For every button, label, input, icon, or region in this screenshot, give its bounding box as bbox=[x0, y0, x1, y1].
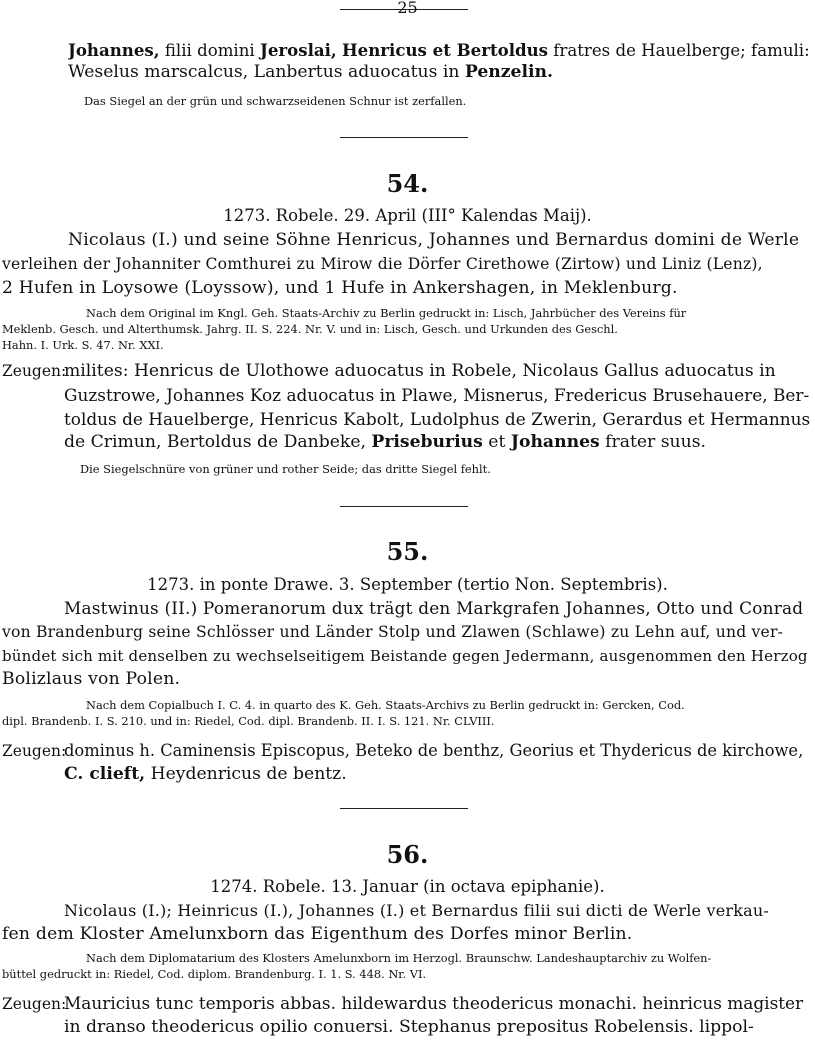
charter-heading: 1273. in ponte Drawe. 3. September (tertio Non. Septembris). bbox=[147, 575, 668, 594]
charter-heading: 1274. Robele. 13. Januar (in octava epiphanie). bbox=[210, 877, 605, 896]
witness-line: Guzstrowe, Johannes Koz aduocatus in Plawe, Misnerus, Fredericus Brusehauere, Ber- bbox=[64, 385, 810, 405]
source-note: Meklenb. Gesch. und Alterthumsk. Jahrg. II. S. 224. Nr. V. und in: Lisch, Gesch. und Urkunden des Geschl. bbox=[2, 322, 618, 336]
witness-line: toldus de Hauelberge, Henricus Kabolt, Ludolphus de Zwerin, Gerardus et Hermannus bbox=[64, 409, 811, 429]
section-rule bbox=[340, 506, 468, 507]
witness-line: Zeugen:Mauricius tunc temporis abbas. hildewardus theodericus monachi. heinricus magister bbox=[2, 993, 804, 1013]
witness-line: in dranso theodericus opilio conuersi. Stephanus prepositus Robelensis. lippol- bbox=[64, 1017, 754, 1037]
witness-line: de Crimun, Bertoldus de Danbeke, Priseburius et Johannes frater suus. bbox=[64, 432, 706, 452]
continuation-line: Johannes, filii domini Jeroslai, Henricus et Bertoldus fratres de Hauelberge; famuli: bbox=[68, 40, 810, 60]
source-note: Hahn. I. Urk. S. 47. Nr. XXI. bbox=[2, 338, 164, 352]
seal-note: Das Siegel an der grün und schwarzseidenen Schnur ist zerfallen. bbox=[84, 94, 467, 108]
page-number: 25 bbox=[397, 0, 418, 17]
witness-line: Zeugen:milites: Henricus de Ulothowe aduocatus in Robele, Nicolaus Gallus aduocatus in bbox=[2, 361, 776, 381]
charter-number: 55. bbox=[386, 537, 429, 566]
witness-label: Zeugen: bbox=[2, 995, 67, 1013]
charter-number: 56. bbox=[386, 840, 429, 869]
witness-line: C. clieft, Heydenricus de bentz. bbox=[64, 764, 347, 784]
seal-note: Die Siegelschnüre von grüner und rother Seide; das dritte Siegel fehlt. bbox=[80, 462, 491, 476]
source-note: büttel gedruckt in: Riedel, Cod. diplom. Brandenburg. I. 1. S. 448. Nr. VI. bbox=[2, 967, 427, 981]
charter-body-line: 2 Hufen in Loysowe (Loyssow), und 1 Hufe in Ankershagen, in Meklenburg. bbox=[2, 278, 678, 298]
section-rule bbox=[340, 137, 468, 138]
source-note: Nach dem Copialbuch I. C. 4. in quarto des K. Geh. Staats-Archivs zu Berlin gedruckt in: Gercken, Cod. bbox=[86, 698, 685, 712]
charter-body-line: von Brandenburg seine Schlösser und Länder Stolp und Zlawen (Schlawe) zu Lehn auf, und ver- bbox=[2, 623, 784, 641]
charter-body-line: fen dem Kloster Amelunxborn das Eigenthum des Dorfes minor Berlin. bbox=[2, 924, 633, 944]
source-note: dipl. Brandenb. I. S. 210. und in: Riedel, Cod. dipl. Brandenb. II. I. S. 121. Nr. CLVIII. bbox=[2, 714, 495, 728]
charter-body-line: Nicolaus (I.); Heinricus (I.), Johannes (I.) et Bernardus filii sui dicti de Werle verkau- bbox=[64, 901, 769, 920]
charter-heading: 1273. Robele. 29. April (III° Kalendas Maij). bbox=[223, 206, 592, 225]
source-note: Nach dem Diplomatarium des Klosters Amelunxborn im Herzogl. Braunschw. Landeshauptarchiv zu Wolfen- bbox=[86, 951, 712, 965]
charter-body-line: bündet sich mit denselben zu wechselseitigem Beistande gegen Jedermann, ausgenommen den Herzog bbox=[2, 647, 808, 665]
charter-body-line: Mastwinus (II.) Pomeranorum dux trägt den Markgrafen Johannes, Otto und Conrad bbox=[64, 598, 804, 618]
section-rule bbox=[340, 808, 468, 809]
witness-line: Zeugen:dominus h. Caminensis Episcopus, Beteko de benthz, Georius et Thydericus de kirchowe, bbox=[2, 741, 804, 760]
charter-number: 54. bbox=[386, 169, 429, 198]
continuation-line: Weselus marscalcus, Lanbertus aduocatus in Penzelin. bbox=[68, 62, 554, 82]
witness-label: Zeugen: bbox=[2, 362, 67, 380]
source-note: Nach dem Original im Kngl. Geh. Staats-Archiv zu Berlin gedruckt in: Lisch, Jahrbücher des Vereins für bbox=[86, 306, 687, 320]
witness-label: Zeugen: bbox=[2, 742, 67, 760]
charter-body-line: Bolizlaus von Polen. bbox=[2, 669, 181, 689]
charter-body-line: verleihen der Johanniter Comthurei zu Mirow die Dörfer Cirethowe (Zirtow) und Liniz (Lenz), bbox=[2, 255, 763, 273]
charter-body-line: Nicolaus (I.) und seine Söhne Henricus, Johannes und Bernardus domini de Werle bbox=[68, 230, 800, 250]
